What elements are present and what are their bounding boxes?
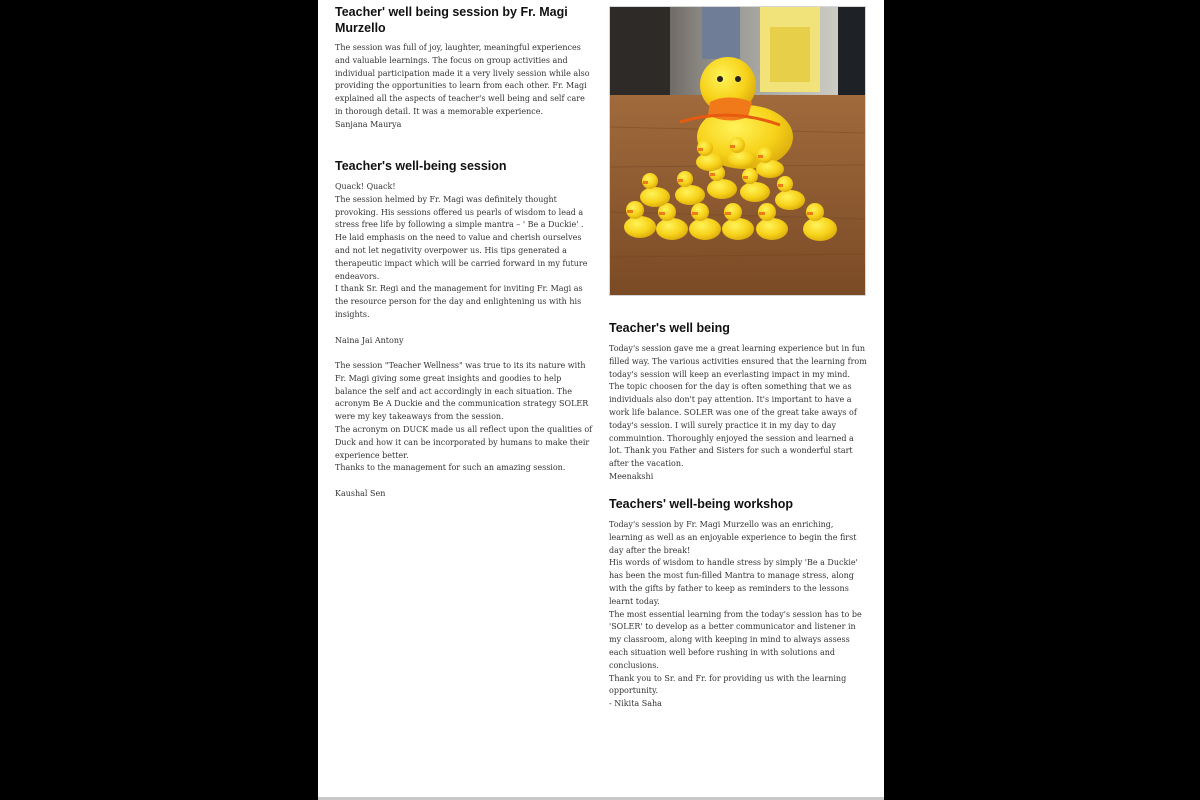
article-author: Naina Jai Antony	[335, 335, 404, 345]
article-author: Meenakshi	[609, 471, 654, 481]
article-title: Teacher's well being	[609, 321, 730, 335]
article-body: The session "Teacher Wellness" was true to its its nature with Fr. Magi giving some great insights and goodies to help balance the self and act accordingly in each situation. The acronym Be A Duckie and the communication strategy SOLER were my key takeaways from the session. The acronym on DUCK made us all reflect upon the qualities of Duck and how it can be incorporated by humans to make their experience better. Thanks to the management for such an amazing session.	[335, 361, 593, 473]
article-title: Teachers' well-being workshop	[609, 497, 794, 511]
article-naina	[335, 158, 593, 348]
article-meenakshi	[609, 320, 867, 484]
article-body: The session was full of joy, laughter, meaningful experiences and valuable learnings. The focus on group activities and individual participation made it a very lively session while also providing the opportunities to learn from each other. Fr. Magi explained all the aspects of teacher's well being and self care in thorough detail. It was a memorable experience.	[335, 43, 590, 116]
article-sanjana	[335, 4, 593, 132]
article-author: - Nikita Saha	[609, 699, 662, 709]
article-nikita	[609, 496, 867, 711]
rubber-ducks-photo	[609, 6, 866, 296]
article-kaushal	[335, 360, 593, 501]
photo-illustration	[610, 7, 866, 296]
article-title: Teacher's well-being session	[335, 159, 507, 173]
article-body: Today's session by Fr. Magi Murzello was an enriching, learning as well as an enjoyable experience to begin the first day after the break! His words of wisdom to handle stress by simply 'Be a Duckie' has been the most fun-filled Mantra to manage stress, along with the gifts by father to keep as reminders to the lessons learnt today. The most essential learning from the today's session has to be 'SOLER' to develop as a better communicator and listener in my classroom, along with keeping in mind to always assess each situation well before rushing in with solutions and conclusions. Thank you to Sr. and Fr. for providing us with the learning opportunity.	[609, 520, 862, 696]
article-author: Kaushal Sen	[335, 489, 386, 499]
article-body: Quack! Quack! The session helmed by Fr. Magi was definitely thought provoking. His sessions offered us pearls of wisdom to lead a stress free life by following a simple mantra – ' Be a Duckie' . He laid emphasis on the need to value and cherish ourselves and not let negativity overpower us. His tips generated a therapeutic impact which will be carried forward in my future endeavors. I thank Sr. Regi and the management for inviting Fr. Magi as the resource person for the day and enlightening us with his insights.	[335, 182, 588, 319]
article-body: Today's session gave me a great learning experience but in fun filled way. The various activities ensured that the learning from today's session will keep an everlasting impact in my mind. The topic choosen for the day is often something that we as individuals also don't pay attention. It's important to have a work life balance. SOLER was one of the great take aways of today's session. I will surely practice it in my day to day commuintion. Thoroughly enjoyed the session and learned a lot. Thank you Father and Sisters for such a wonderful start after the vacation.	[609, 344, 867, 469]
article-title: Teacher' well being session by Fr. Magi Murzello	[335, 5, 568, 35]
article-author: Sanjana Maurya	[335, 119, 402, 129]
newsletter-page	[318, 0, 884, 797]
